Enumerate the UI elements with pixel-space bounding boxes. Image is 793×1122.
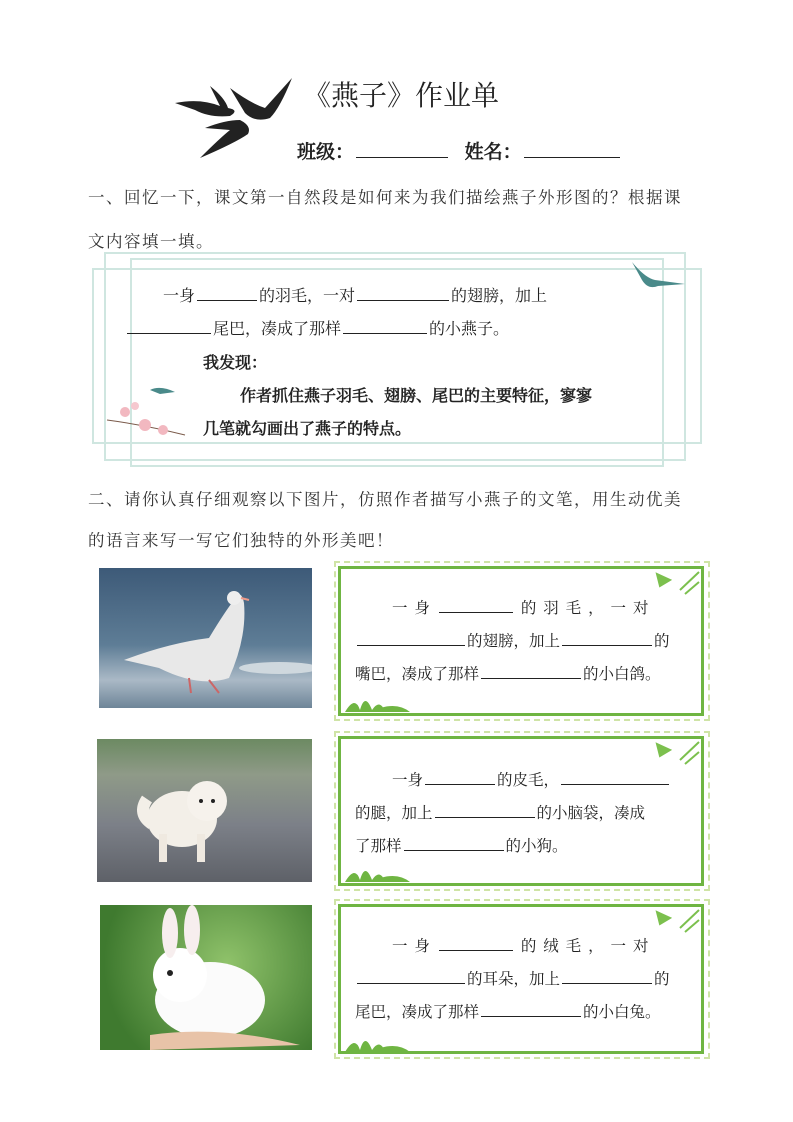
text: 一身 xyxy=(392,771,424,789)
q1-fill-line1 xyxy=(163,283,547,306)
blank[interactable] xyxy=(127,317,211,334)
blank[interactable] xyxy=(561,769,669,786)
text: 的小狗。 xyxy=(505,837,568,855)
text: 的小燕子。 xyxy=(429,319,510,338)
rabbit-photo xyxy=(100,905,312,1050)
grass-icon xyxy=(340,1030,410,1055)
q1-line1: 一、回忆一下，课文第一自然段是如何来为我们描绘燕子外形图的？根据课 xyxy=(88,188,682,207)
q1-line2: 文内容填一填。 xyxy=(88,232,214,251)
blank[interactable] xyxy=(439,597,513,614)
swallows-illustration xyxy=(170,68,300,163)
q2-line1: 二、请你认真仔细观察以下图片，仿照作者描写小燕子的文笔，用生动优美 xyxy=(88,490,682,509)
blank[interactable] xyxy=(357,630,465,647)
q2-line2: 的语言来写一写它们独特的外形美吧！ xyxy=(88,531,394,550)
blank[interactable] xyxy=(439,935,513,952)
text: 的耳朵，加上 xyxy=(467,970,561,988)
text: 嘴巴，凑成了那样 xyxy=(355,665,480,683)
text: 一身 xyxy=(163,286,196,305)
text: 的皮毛， xyxy=(497,771,560,789)
text: 尾巴，凑成了那样 xyxy=(213,319,342,338)
text: 的小脑袋，凑成 xyxy=(536,804,646,822)
name-label: 姓名： xyxy=(464,141,522,163)
swallow-icon xyxy=(630,258,690,293)
class-blank[interactable] xyxy=(356,138,448,158)
pigeon-photo xyxy=(99,568,312,708)
text: 的小白鸽。 xyxy=(583,665,661,683)
blank[interactable] xyxy=(562,968,652,985)
blank[interactable] xyxy=(562,630,652,647)
text: 的羽毛，一对 xyxy=(259,286,356,305)
blank[interactable] xyxy=(197,284,257,301)
text: 的 绒 毛 ， 一 对 xyxy=(520,937,650,955)
text: 的 羽 毛 ， 一 对 xyxy=(520,599,650,617)
blank[interactable] xyxy=(435,802,535,819)
discover-line2: 几笔就勾画出了燕子的特点。 xyxy=(203,419,412,438)
swallow-bamboo-icon xyxy=(655,570,700,598)
text: 一 身 xyxy=(392,937,431,955)
blank[interactable] xyxy=(404,835,504,852)
class-label: 班级： xyxy=(297,141,355,163)
blank[interactable] xyxy=(425,769,495,786)
q1-fill-line2 xyxy=(125,316,509,339)
text: 的翅膀，加上 xyxy=(467,632,561,650)
grass-icon xyxy=(340,860,410,885)
puppy-photo xyxy=(97,739,312,882)
text: 的腿，加上 xyxy=(355,804,433,822)
text: 尾巴，凑成了那样 xyxy=(355,1003,480,1021)
swallow-bamboo-icon xyxy=(655,908,700,936)
text: 的 xyxy=(654,970,670,988)
blank[interactable] xyxy=(357,968,465,985)
grass-icon xyxy=(340,690,410,715)
text: 一 身 xyxy=(392,599,431,617)
discover-line1: 作者抓住燕子羽毛、翅膀、尾巴的主要特征，寥寥 xyxy=(240,386,593,405)
blank[interactable] xyxy=(343,317,427,334)
name-blank[interactable] xyxy=(524,138,620,158)
student-info xyxy=(297,137,622,164)
plum-blossom-icon xyxy=(105,380,190,440)
text: 了那样 xyxy=(355,837,402,855)
text: 的 xyxy=(654,632,670,650)
text: 的小白兔。 xyxy=(583,1003,661,1021)
page-title: 《燕子》作业单 xyxy=(303,79,500,112)
discover-label: 我发现： xyxy=(203,353,268,372)
blank[interactable] xyxy=(357,284,449,301)
blank[interactable] xyxy=(481,663,581,680)
swallow-bamboo-icon xyxy=(655,740,700,768)
blank[interactable] xyxy=(481,1001,581,1018)
text: 的翅膀，加上 xyxy=(451,286,548,305)
